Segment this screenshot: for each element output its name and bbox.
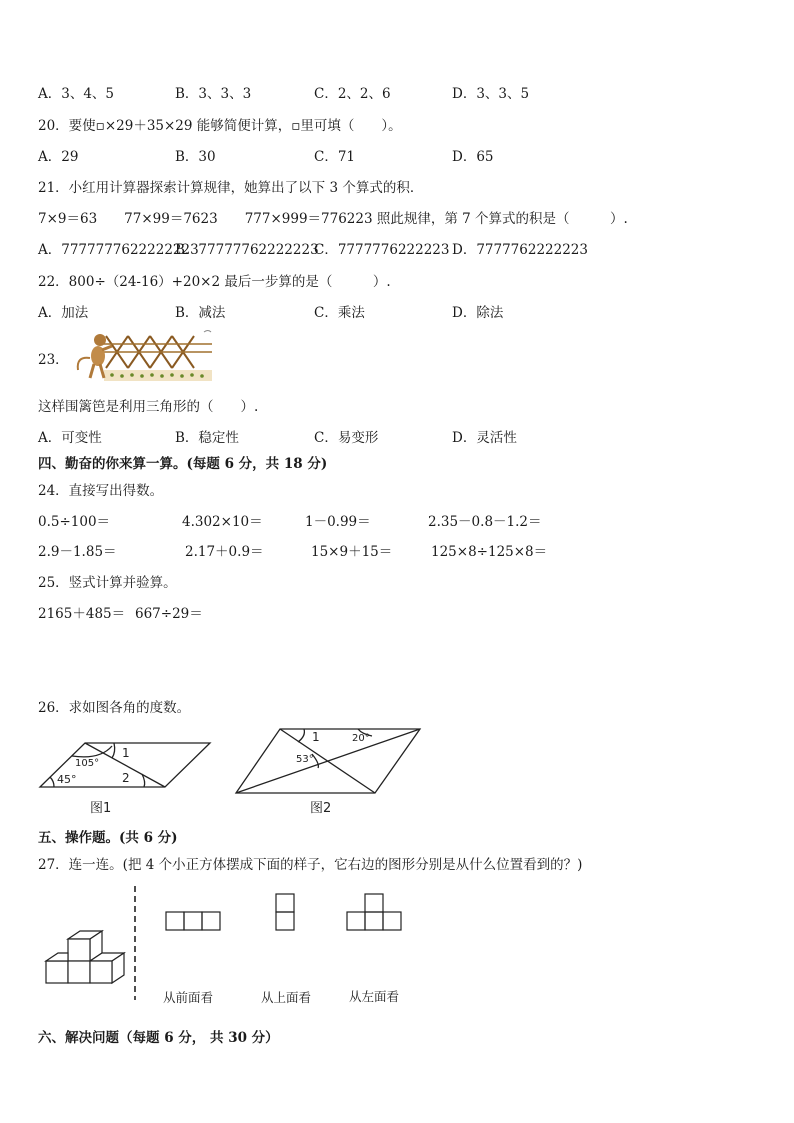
- view-label-front: 从前面看: [163, 990, 214, 1005]
- q22-option-b: B．减法: [175, 305, 226, 321]
- q20-option-d: D．65: [452, 149, 494, 165]
- q21-line2: 7×9＝63 77×99＝7623 777×999＝776223 照此规律，第 7 个算式的积是（ ）.: [38, 211, 628, 227]
- view-label-left: 从左面看: [349, 989, 400, 1004]
- fence-illustration: [66, 326, 214, 384]
- q21-option-b: B．77777762222223: [175, 242, 319, 258]
- q24-item: 4.302×10＝: [182, 514, 263, 530]
- q24-item: 2.35－0.8－1.2＝: [428, 514, 542, 530]
- cube-stack: [46, 931, 124, 983]
- q24-item: 1－0.99＝: [305, 514, 371, 530]
- q20-option-c: C．71: [314, 149, 356, 165]
- q24-item: 0.5÷100＝: [38, 514, 111, 530]
- q24-item: 125×8÷125×8＝: [431, 544, 548, 560]
- front-view-shape: [166, 912, 220, 930]
- fig1-label-45: 45°: [57, 773, 77, 786]
- q24-item: 2.17＋0.9＝: [185, 544, 264, 560]
- q20-option-a: A．29: [38, 149, 79, 165]
- q19-option-a: A．3、4、5: [38, 86, 115, 102]
- q23-option-a: A．可变性: [38, 430, 102, 446]
- q24-item: 15×9＋15＝: [311, 544, 393, 560]
- q23-option-b: B．稳定性: [175, 430, 239, 446]
- q21-option-a: A．7777777622222223: [38, 242, 199, 258]
- q20-option-b: B．30: [175, 149, 216, 165]
- q25-item: 2165＋485＝: [38, 606, 126, 622]
- q23-text: 这样围篱笆是利用三角形的（ ）.: [38, 399, 259, 415]
- q26-text: 26．求如图各角的度数。: [38, 700, 191, 716]
- fig1-label-2: 2: [122, 771, 130, 785]
- q22-option-d: D．除法: [452, 305, 504, 321]
- q21-option-c: C．7777776222223: [314, 242, 450, 258]
- q19-option-c: C．2、2、6: [314, 86, 391, 102]
- q25-item: 667÷29＝: [135, 606, 203, 622]
- q22-option-a: A．加法: [38, 305, 89, 321]
- q19-option-b: B．3、3、3: [175, 86, 252, 102]
- q24-text: 24．直接写出得数。: [38, 483, 164, 499]
- fig1-label-105: 105°: [75, 758, 100, 769]
- q26-figures: [30, 724, 430, 820]
- section5-title: 五、操作题。(共 6 分): [38, 830, 178, 846]
- q21-text: 21．小红用计算器探索计算规律，她算出了以下 3 个算式的积．: [38, 180, 424, 196]
- q21-option-d: D．7777762222223: [452, 242, 588, 258]
- q22-text: 22．800÷（24-16）+20×2 最后一步算的是（ ）.: [38, 274, 391, 290]
- fig2-label-20: 20°: [352, 733, 370, 744]
- left-view-shape: [347, 894, 401, 930]
- section6-title: 六、解决问题（每题 6 分， 共 30 分）: [38, 1030, 279, 1046]
- fig1-label-1: 1: [122, 746, 130, 760]
- top-view-shape: [276, 894, 294, 930]
- fig2-caption: 图2: [310, 801, 332, 816]
- q19-option-d: D．3、3、5: [452, 86, 530, 102]
- fig2-label-53: 53°: [296, 754, 314, 765]
- q27-text: 27．连一连。(把 4 个小正方体摆成下面的样子，它右边的图形分别是从什么位置看到的？): [38, 857, 583, 873]
- section4-title: 四、勤奋的你来算一算。(每题 6 分，共 18 分): [38, 456, 328, 472]
- q22-option-c: C．乘法: [314, 305, 365, 321]
- bird-doodle: [204, 331, 211, 333]
- q20-text: 20．要使▫×29＋35×29 能够简便计算，▫里可填（ ）。: [38, 118, 402, 134]
- fig2-label-1: 1: [312, 730, 320, 744]
- q23-option-d: D．灵活性: [452, 430, 517, 446]
- fig1-caption: 图1: [90, 801, 112, 816]
- figure2-parallelogram: [236, 729, 420, 793]
- view-label-top: 从上面看: [261, 990, 312, 1005]
- q23-option-c: C．易变形: [314, 430, 379, 446]
- fence-ground: [104, 370, 212, 381]
- q25-text: 25．竖式计算并验算。: [38, 575, 177, 591]
- q24-item: 2.9－1.85＝: [38, 544, 117, 560]
- q23-label: 23．: [38, 352, 69, 368]
